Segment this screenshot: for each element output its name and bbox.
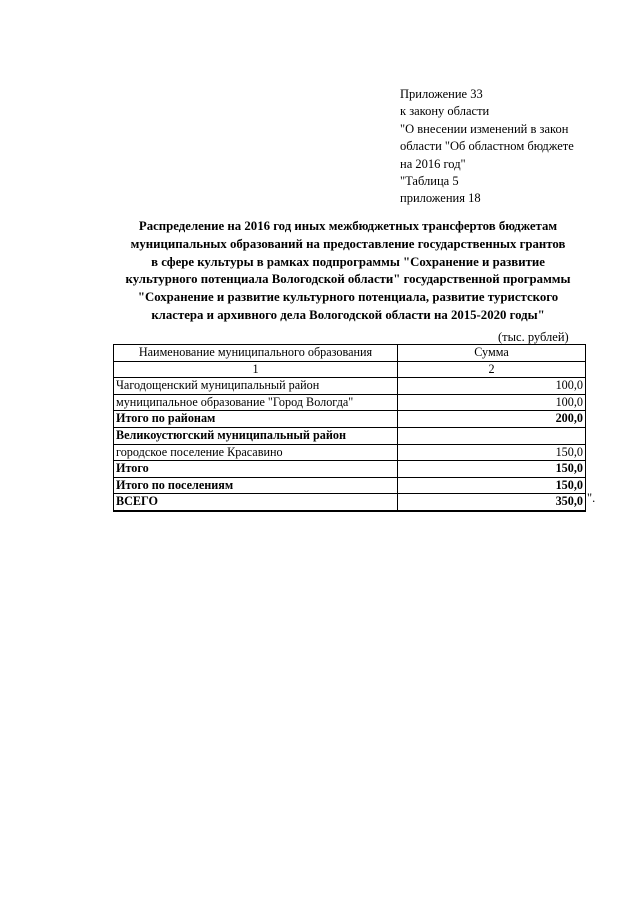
row-name: Чагодощенский муниципальный район: [114, 378, 398, 395]
appendix-line: приложения 18: [400, 191, 481, 206]
appendix-line: "Таблица 5: [400, 174, 459, 189]
column-number-1: 1: [114, 361, 398, 378]
appendix-line: Приложение 33: [400, 87, 483, 101]
table-row-subtotal: [114, 461, 586, 478]
appendix-line: на 2016 год": [400, 156, 466, 171]
transfers-table: [113, 344, 586, 512]
table-row-subtotal: [114, 477, 586, 494]
row-name: ВСЕГО: [114, 494, 398, 511]
appendix-line: "О внесении изменений в закон: [400, 121, 569, 136]
header-sum: Сумма: [398, 345, 586, 362]
column-number-row: [114, 361, 586, 378]
appendix-line: области "Об областном бюджете: [400, 139, 574, 154]
row-name: Итого по поселениям: [114, 477, 398, 494]
unit-label: (тыс. рублей): [498, 330, 569, 344]
title-line: муниципальных образований на предоставление государственных грантов: [130, 236, 566, 251]
title-line: Распределение на 2016 год иных межбюджетных трансфертов бюджетам: [138, 219, 558, 233]
appendix-reference: [400, 86, 574, 208]
row-value: 100,0: [398, 378, 586, 395]
title-line: культурного потенциала Вологодской области" государственной программы: [125, 272, 571, 287]
appendix-line: к закону области: [400, 104, 490, 119]
table-row-subtotal: [114, 411, 586, 428]
row-name: городское поселение Красавино: [114, 444, 398, 461]
title-line: в сфере культуры в рамках подпрограммы "Сохранение и развитие: [151, 254, 545, 269]
title-line: "Сохранение и развитие культурного потенциала, развитие туристского: [137, 290, 559, 305]
row-name: Итого по районам: [114, 411, 398, 428]
table-row: [114, 444, 586, 461]
row-value: 150,0: [398, 444, 586, 461]
row-value: [398, 427, 586, 444]
table-header-row: [114, 345, 586, 362]
table-row: [114, 394, 586, 411]
row-value: 150,0: [398, 461, 586, 478]
row-value: 350,0: [398, 494, 586, 511]
row-name: муниципальное образование "Город Вологда": [114, 394, 398, 411]
table-row: [114, 378, 586, 395]
closing-quote: ".: [587, 491, 596, 505]
table-row-total: [114, 494, 586, 511]
row-name: Итого: [114, 461, 398, 478]
table-row-group: [114, 427, 586, 444]
row-name: Великоустюгский муниципальный район: [114, 427, 398, 444]
row-value: 200,0: [398, 411, 586, 428]
title-line: кластера и архивного дела Вологодской области на 2015-2020 годы": [151, 307, 545, 322]
column-number-2: 2: [398, 361, 586, 378]
row-value: 100,0: [398, 394, 586, 411]
row-value: 150,0: [398, 477, 586, 494]
header-name: Наименование муниципального образования: [114, 345, 398, 362]
document-title: [110, 218, 586, 325]
